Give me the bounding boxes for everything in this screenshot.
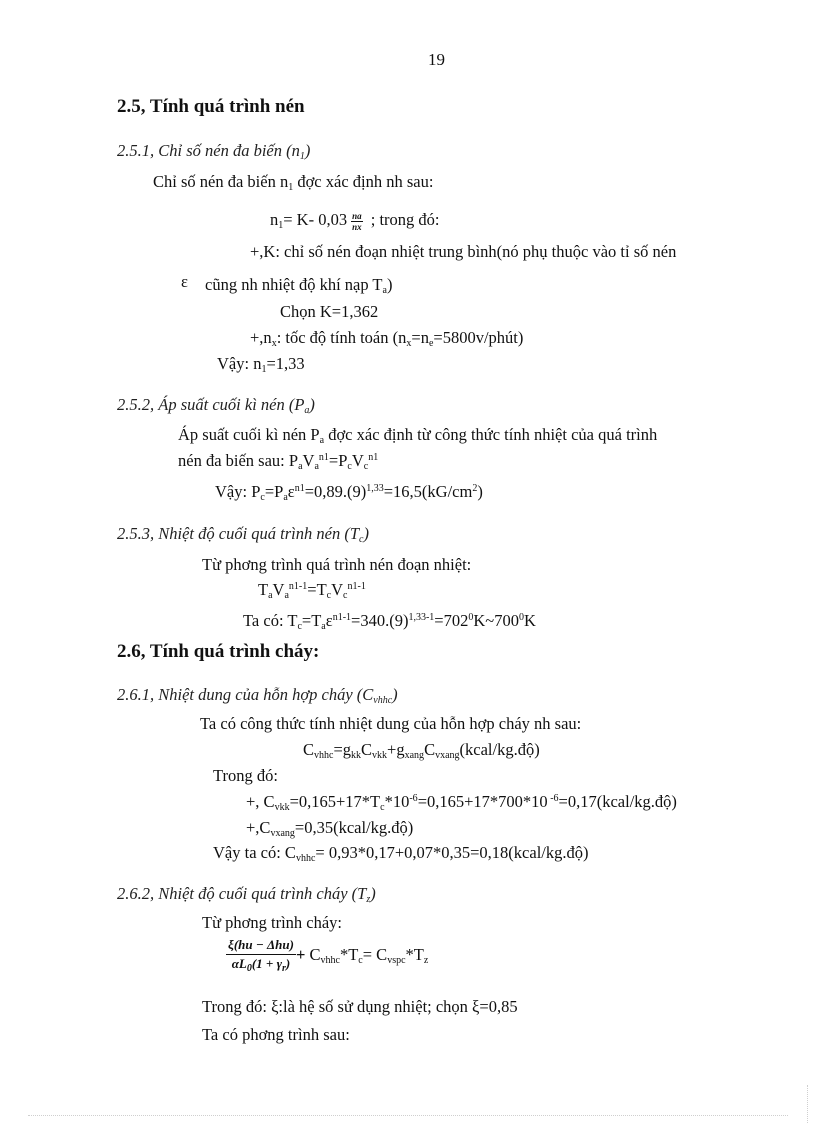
k-definition: +,K: chỉ số nén đoạn nhiệt trung bình(nó phụ thuộc vào tỉ số nén [250, 242, 677, 261]
temperature-intro: Từ phơng trình quá trình nén đoạn nhiệt: [202, 555, 472, 574]
subsection-2-6-2-heading: 2.6.2, Nhiệt độ cuối quá trình cháy $(T_z)$ [117, 884, 376, 905]
adiabatic-equation: $T_aV_a^{n1-1}=T_cV_c^{n1-1}$ [258, 580, 366, 601]
na-nx-fraction: $\frac{na}{nx}$ [352, 210, 362, 232]
choose-k: Chọn K=1,362 [280, 302, 379, 321]
pressure-line-2: nén đa biến sau: $P_aV_a^{n1}=P_cV_c^{n1}$ [178, 451, 379, 472]
next-equation-intro: Ta có phơng trình sau: [202, 1025, 350, 1044]
cvkk-line: +, $C_{vkk}=0,165+17*T_c*10^{-6}=0,165+17*700*10$ $^{-6}$=0,17(kcal/kg.độ) [246, 792, 677, 813]
combustion-fraction: $\frac{\text{ξ(hu − Δhu)}}{\alpha L_0(1 + \gamma_r)}$ [228, 937, 294, 974]
heat-capacity-result: Vậy ta có: $C_{vhhc}=$ 0,93*0,17+0,07*0,35=0,18(kcal/kg.độ) [213, 843, 589, 864]
section-2-5-title: 2.5, Tính quá trình nén [117, 96, 305, 117]
section-2-6-title: 2.6, Tính quá trình cháy: [117, 641, 320, 662]
combustion-intro: Từ phơng trình cháy: [202, 913, 343, 932]
subsection-2-6-1-heading: 2.6.1, Nhiệt dung của hỗn hợp cháy $(C_{vhhc})$ [117, 685, 398, 706]
subsection-2-5-2-heading: 2.5.2, Áp suất cuối kì nén $(P_a)$ [117, 395, 315, 416]
n1-formula: $n_1= K-$ 0,03 $\frac{na}{nx}$ ; trong đó: [270, 210, 440, 232]
combustion-equation: $\frac{\text{ξ(hu − Δhu)}}{\alpha L_0(1 + \gamma_r)}$ + $C_{vhhc}*T_c= C_{vspc}*T_z$ [228, 937, 429, 974]
pressure-result: Vậy: $P_c=P_a\varepsilon^{n1}=0,89.(9)^{1,33}=16,5(kG/cm^2)$ [215, 482, 483, 503]
nx-definition: $+,n_x$: tốc độ tính toán $(n_x=n_e=5800v/phút)$ [250, 328, 524, 349]
temperature-result: Ta có: $T_c=T_a\varepsilon^{n1-1}=340.(9)^{1,33-1}=702^0K\sim 700^0K$ [243, 611, 536, 632]
xi-definition: Trong đó: ξ:là hệ số sử dụng nhiệt; chọn ξ=0,85 [202, 997, 518, 1016]
epsilon-symbol: ε [181, 272, 188, 291]
pressure-line-1: Áp suất cuối kì nén $P_a$ đợc xác định từ công thức tính nhiệt của quá trình [178, 425, 658, 446]
page-bottom-border [28, 1115, 788, 1116]
heat-capacity-intro: Ta có công thức tính nhiệt dung của hỗn hợp cháy nh sau: [200, 714, 582, 733]
page-number: 19 [428, 50, 445, 69]
cvxang-line: $+,C_{vxang}=0,35(kcal/kg.độ)$ [246, 818, 414, 839]
heat-capacity-equation: $C_{vhhc}=g_{kk}C_{vkk}+g_{xang}C_{vxang}(kcal/kg.độ)$ [303, 740, 540, 761]
page-right-border [807, 1085, 808, 1123]
where-label: Trong đó: [213, 766, 278, 785]
compression-index-intro: Chỉ số nén đa biến $n_1$ đợc xác định nh sau: [153, 172, 434, 193]
n1-result: Vậy: $n_1=1,33$ [217, 354, 305, 375]
subsection-2-5-1-heading: 2.5.1, Chỉ số nén đa biến $(n_1)$ [117, 141, 311, 162]
subsection-2-5-3-heading: 2.5.3, Nhiệt độ cuối quá trình nén $(T_c)$ [117, 524, 369, 545]
k-definition-cont: cũng nh nhiệt độ khí nạp $T_a$) [205, 275, 393, 296]
